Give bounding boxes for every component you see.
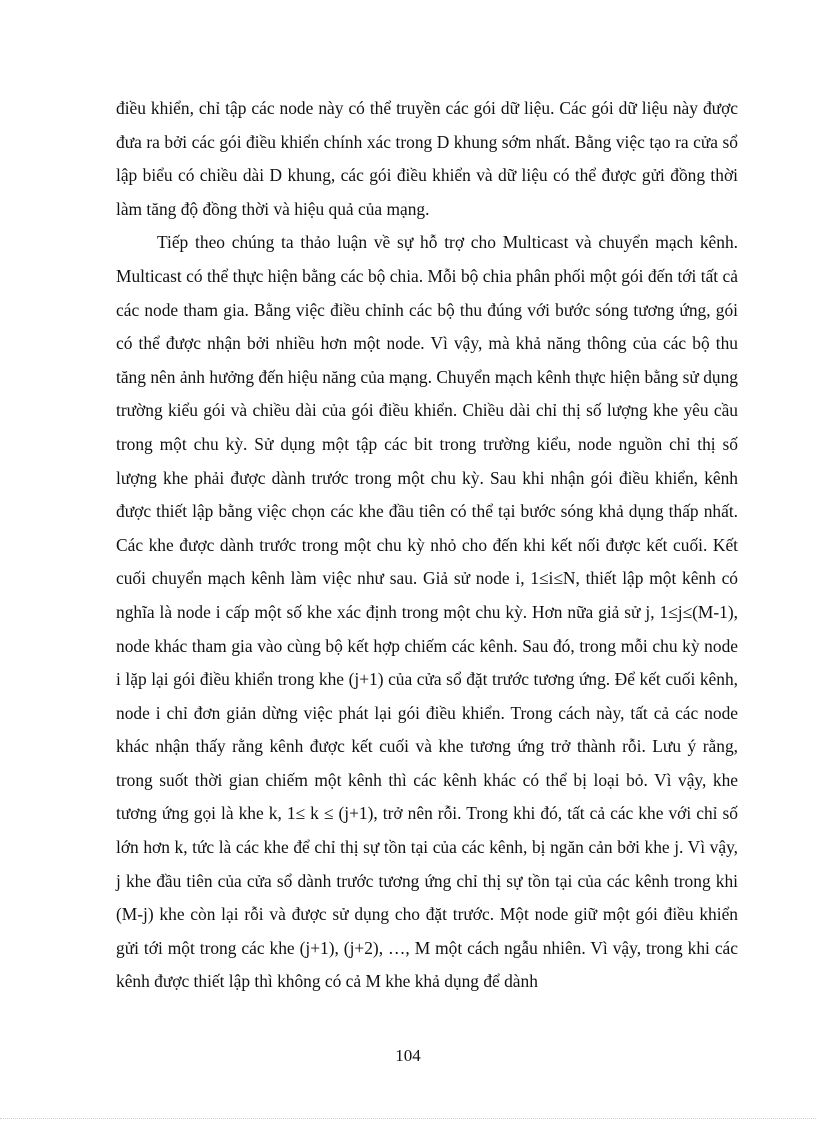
page-number: 104: [395, 1046, 421, 1065]
body-text: [116, 92, 738, 999]
page-bottom-divider: [0, 1118, 816, 1119]
paragraph-1: điều khiển, chỉ tập các node này có thể truyền các gói dữ liệu. Các gói dữ liệu này được đưa ra bởi các gói điều khiển chính xác trong D khung sớm nhất. Bằng việc tạo ra cửa sổ lập biểu có chiều dài D khung, các gói điều khiển và dữ liệu có thể được gửi đồng thời làm tăng độ đồng thời và hiệu quả của mạng.: [116, 98, 738, 219]
paragraph-2: Tiếp theo chúng ta thảo luận về sự hỗ trợ cho Multicast và chuyển mạch kênh. Multicast có thể thực hiện bằng các bộ chia. Mỗi bộ chia phân phối một gói đến tới tất cả các node tham gia. Bằng việc điều chỉnh các bộ thu đúng với bước sóng tương ứng, gói có thể được nhận bởi nhiều hơn một node. Vì vậy, mà khả năng thông của các bộ thu tăng nên ảnh hưởng đến hiệu năng của mạng. Chuyển mạch kênh thực hiện bằng sử dụng trường kiểu gói và chiều dài của gói điều khiển. Chiều dài chỉ thị số lượng khe yêu cầu trong một chu kỳ. Sử dụng một tập các bit trong trường kiểu, node nguồn chỉ thị số lượng khe phải được dành trước trong một chu kỳ. Sau khi nhận gói điều khiển, kênh được thiết lập bằng việc chọn các khe đầu tiên có thể tại bước sóng khả dụng thấp nhất. Các khe được dành trước trong một chu kỳ nhỏ cho đến khi kết nối được kết cuối. Kết cuối chuyển mạch kênh làm việc như sau. Giả sử node i, 1≤i≤N, thiết lập một kênh có nghĩa là node i cấp một số khe xác định trong một chu kỳ. Hơn nữa giả sử j, 1≤j≤(M-1), node khác tham gia vào cùng bộ kết hợp chiếm các kênh. Sau đó, trong mỗi chu kỳ node i lặp lại gói điều khiển trong khe (j+1) của cửa sổ đặt trước tương ứng. Để kết cuối kênh, node i chỉ đơn giản dừng việc phát lại gói điều khiển. Trong cách này, tất cả các node khác nhận thấy rằng kênh được kết cuối và khe tương ứng trở thành rỗi. Lưu ý rằng, trong suốt thời gian chiếm một kênh thì các kênh khác có thể bị loại bỏ. Vì vậy, khe tương ứng gọi là khe k, 1≤ k ≤ (j+1), trở nên rỗi. Trong khi đó, tất cả các khe với chỉ số lớn hơn k, tức là các khe để chỉ thị sự tồn tại của các kênh, bị ngăn cản bởi khe j. Vì vậy, j khe đầu tiên của cửa sổ dành trước tương ứng chỉ thị sự tồn tại của các kênh trong khi (M-j) khe còn lại rỗi và được sử dụng cho đặt trước. Một node giữ một gói điều khiển gửi tới một trong các khe (j+1), (j+2), …, M một cách ngẫu nhiên. Vì vậy, trong khi các kênh được thiết lập thì không có cả M khe khả dụng để dành: [116, 232, 738, 992]
